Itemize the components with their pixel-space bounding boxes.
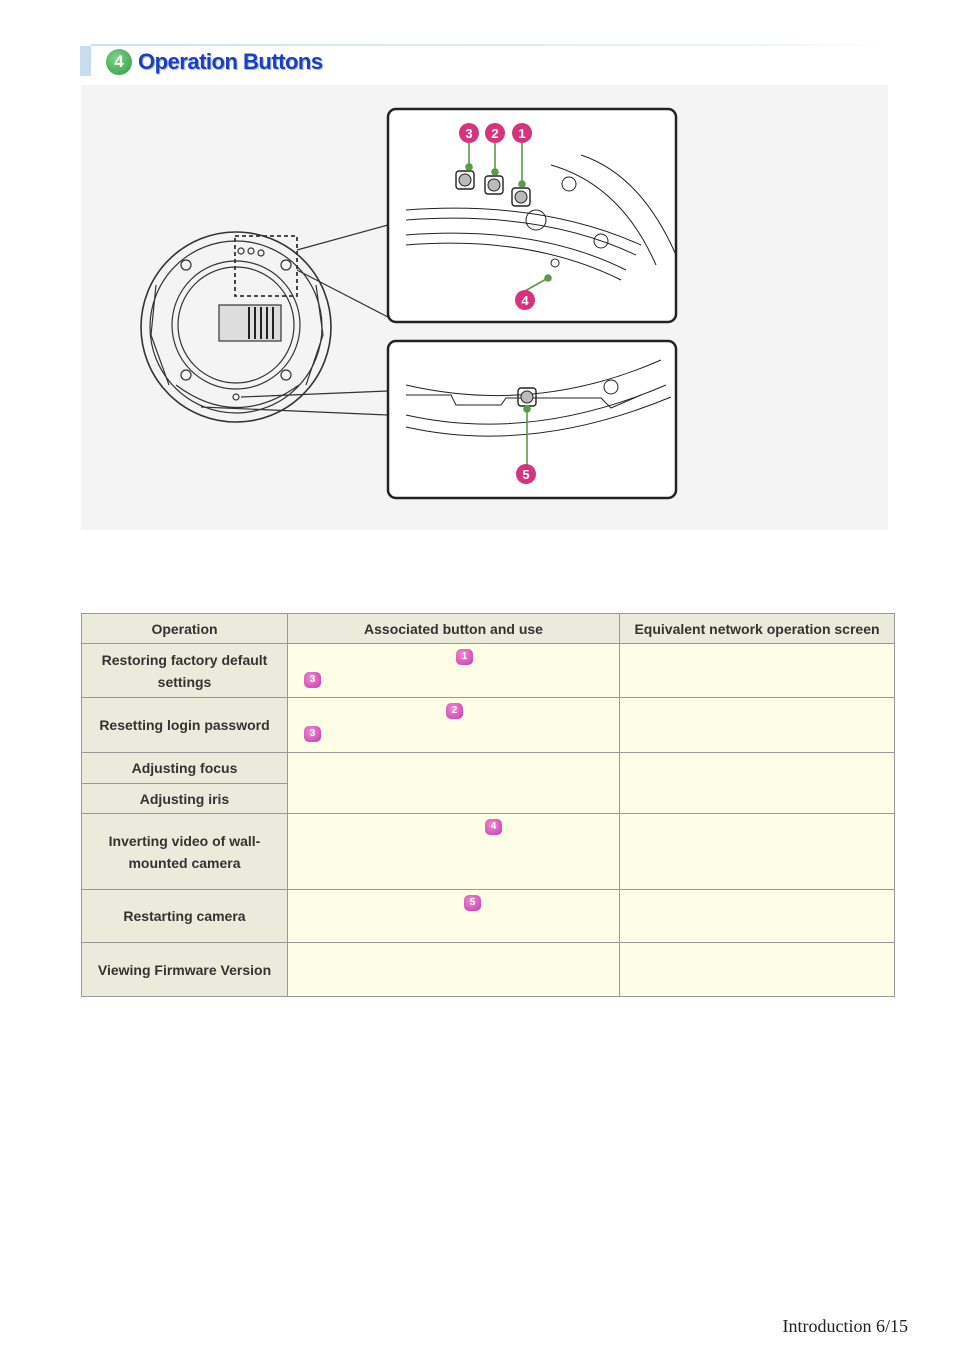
- network-screen-cell: [620, 698, 895, 753]
- operation-cell: Restoring factory default settings: [82, 644, 288, 698]
- button-5-badge: 5: [464, 895, 481, 911]
- operation-cell: Restarting camera: [82, 890, 288, 943]
- table-row: [82, 890, 895, 943]
- callout-5-label: 5: [522, 467, 530, 482]
- button-use-cell: [288, 644, 620, 698]
- table-header-row: [82, 614, 895, 644]
- heading-divider: [91, 44, 896, 46]
- table-row: [82, 943, 895, 997]
- heading-accent-bar: [80, 46, 91, 76]
- operation-cell: Resetting login password: [82, 698, 288, 753]
- button-use-cell: [288, 943, 620, 997]
- callout-1-label: 1: [518, 126, 526, 141]
- page-title: Operation Buttons: [138, 49, 323, 74]
- button-4-badge: 4: [485, 819, 502, 835]
- callout-3-label: 3: [465, 126, 473, 141]
- operation-cell: Inverting video of wall-mounted camera: [82, 814, 288, 890]
- network-screen-cell: [620, 890, 895, 943]
- table-row: [82, 644, 895, 698]
- button-3-badge: 3: [304, 726, 321, 742]
- callout-4-label: 4: [521, 293, 529, 308]
- network-screen-cell: [620, 814, 895, 890]
- network-screen-cell: [620, 943, 895, 997]
- table-row: [82, 753, 895, 784]
- column-header-operation: Operation: [82, 614, 288, 644]
- operation-cell: Viewing Firmware Version: [82, 943, 288, 997]
- operations-table: [81, 613, 895, 997]
- network-screen-cell: [620, 753, 895, 814]
- page-number-footer: Introduction 6/15: [782, 1316, 908, 1336]
- section-heading: [80, 44, 896, 78]
- callout-2-label: 2: [491, 126, 499, 141]
- camera-diagram-svg: [81, 85, 888, 530]
- operation-cell: Adjusting focus: [82, 753, 288, 784]
- zoom-box-top: [388, 109, 676, 322]
- button-use-cell: [288, 814, 620, 890]
- button-2-badge: 2: [446, 703, 463, 719]
- network-screen-cell: [620, 644, 895, 698]
- table-row: [82, 814, 895, 890]
- operation-cell: Adjusting iris: [82, 784, 288, 814]
- camera-diagram: [81, 85, 888, 530]
- section-number-badge: 4: [106, 49, 132, 75]
- table-row: [82, 698, 895, 753]
- button-use-cell: [288, 698, 620, 753]
- button-use-cell: [288, 890, 620, 943]
- column-header-network-screen: Equivalent network operation screen: [620, 614, 895, 644]
- button-1-badge: 1: [456, 649, 473, 665]
- column-header-button-use: Associated button and use: [288, 614, 620, 644]
- button-3-badge: 3: [304, 672, 321, 688]
- button-use-cell: [288, 753, 620, 814]
- camera-body-illustration: [141, 225, 388, 422]
